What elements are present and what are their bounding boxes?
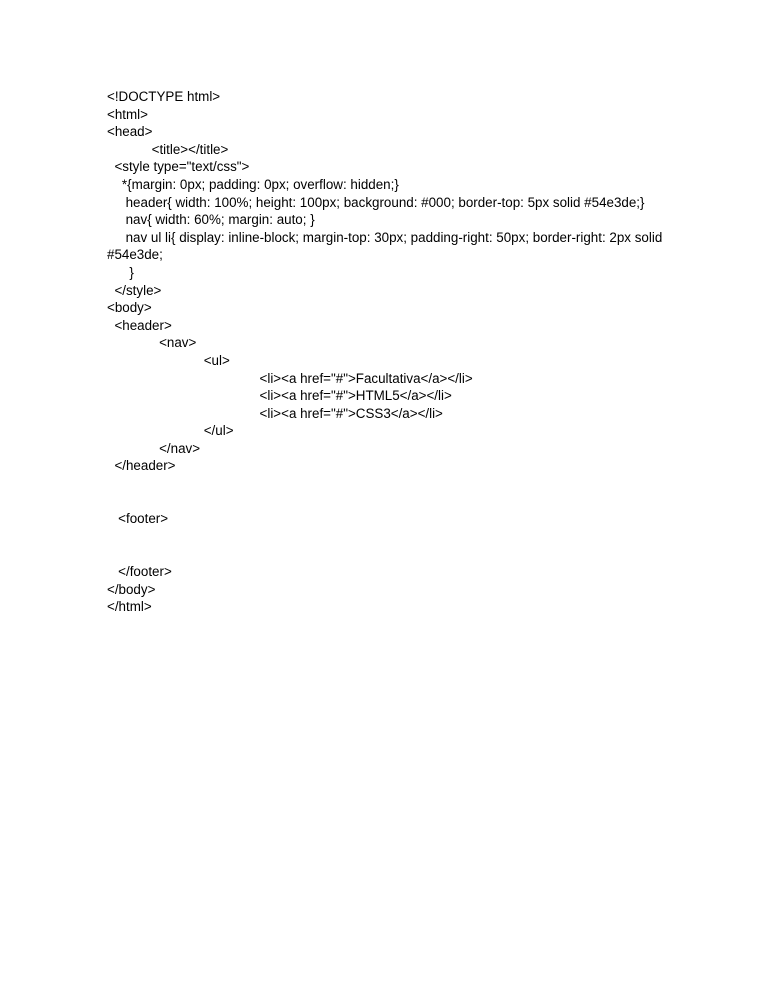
- code-line-head-open: <head>: [107, 124, 153, 140]
- code-line-css-universal: *{margin: 0px; padding: 0px; overflow: hidden;}: [107, 176, 399, 192]
- code-line-css-header: header{ width: 100%; height: 100px; background: #000; border-top: 5px solid #54e3de;}: [107, 194, 645, 210]
- code-line-ul-close: </ul>: [107, 423, 234, 439]
- code-line-li-html5: <li><a href="#">HTML5</a></li>: [107, 388, 452, 404]
- code-line-blank: [107, 493, 667, 511]
- code-line-css-nav-li: nav ul li{ display: inline-block; margin-top: 30px; padding-right: 50px; border-right: 2px solid: [107, 229, 663, 245]
- code-line-body-open: <body>: [107, 300, 152, 316]
- code-line-footer-close: </footer>: [107, 564, 172, 580]
- code-line-header-close: </header>: [107, 458, 176, 474]
- code-line-nav-open: <nav>: [107, 335, 197, 351]
- code-line-ul-open: <ul>: [107, 352, 230, 368]
- code-line-style-close: </style>: [107, 282, 162, 298]
- code-line-title: <title></title>: [107, 141, 229, 157]
- code-line-style-open: <style type="text/css">: [107, 159, 250, 175]
- code-line-html-open: <html>: [107, 106, 148, 122]
- code-line-body-close: </body>: [107, 581, 156, 597]
- code-listing: [107, 88, 667, 616]
- code-line-doctype: <!DOCTYPE html>: [107, 89, 221, 104]
- code-line-li-facultativa: <li><a href="#">Facultativa</a></li>: [107, 370, 473, 386]
- code-line-html-close: </html>: [107, 599, 152, 615]
- code-line-li-css3: <li><a href="#">CSS3</a></li>: [107, 405, 443, 421]
- code-line-css-close-brace: }: [107, 264, 134, 280]
- code-line-blank: [107, 545, 667, 563]
- code-line-blank: [107, 528, 667, 546]
- code-line-header-open: <header>: [107, 317, 172, 333]
- code-line-nav-close: </nav>: [107, 440, 201, 456]
- code-line-blank: [107, 475, 667, 493]
- code-line-css-nav: nav{ width: 60%; margin: auto; }: [107, 212, 315, 228]
- code-line-footer-open: <footer>: [107, 511, 169, 527]
- code-line-css-nav-li-wrap: #54e3de;: [107, 247, 163, 263]
